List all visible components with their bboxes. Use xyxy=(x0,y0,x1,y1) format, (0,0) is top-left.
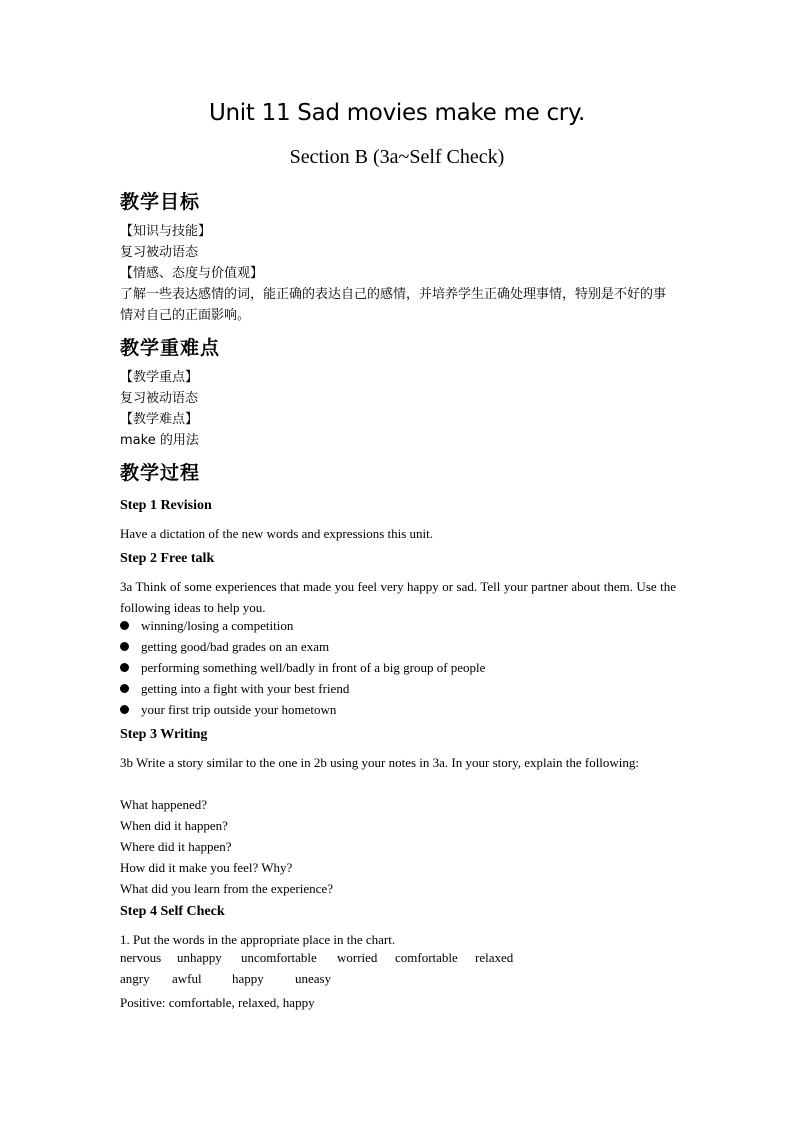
bullet-text: winning/losing a competition xyxy=(141,618,294,633)
list-item xyxy=(120,639,329,655)
emotion-label: 【情感、态度与价值观】 xyxy=(120,266,264,281)
section-subtitle: Section B (3a~Self Check) xyxy=(289,146,505,168)
question-item: When did it happen? xyxy=(120,818,228,833)
bullet-icon xyxy=(120,663,129,672)
key-points-heading: 教学重难点 xyxy=(120,337,221,359)
step3-title: Step 3 Writing xyxy=(120,727,208,742)
bullet-icon xyxy=(120,705,129,714)
focus-label: 【教学重点】 xyxy=(120,370,199,385)
word-bank-row-2 xyxy=(120,971,331,987)
step1-text: Have a dictation of the new words and expressions this unit. xyxy=(120,526,434,541)
knowledge-label: 【知识与技能】 xyxy=(120,224,212,239)
bullet-text: your first trip outside your hometown xyxy=(141,702,337,717)
bullet-icon xyxy=(120,642,129,651)
difficulty-label: 【教学难点】 xyxy=(120,412,199,427)
list-item xyxy=(120,702,336,718)
bullet-text: performing something well/badly in front of a big group of people xyxy=(141,660,486,675)
positive-line: Positive: comfortable, relaxed, happy xyxy=(120,995,315,1010)
step2-title: Step 2 Free talk xyxy=(120,551,215,566)
question-item: What happened? xyxy=(120,797,207,812)
question-item: How did it make you feel? Why? xyxy=(120,860,293,875)
word-item: worried xyxy=(337,950,378,965)
process-heading: 教学过程 xyxy=(120,462,201,484)
bullet-text: getting into a fight with your best friend xyxy=(141,681,350,696)
step4-title: Step 4 Self Check xyxy=(120,904,225,919)
step3-text: 3b Write a story similar to the one in 2b using your notes in 3a. In your story, explain the following: xyxy=(120,755,640,770)
list-item xyxy=(120,681,349,697)
word-item: angry xyxy=(120,971,150,986)
step1-title: Step 1 Revision xyxy=(120,498,212,513)
list-item xyxy=(120,660,485,676)
word-bank-row-1 xyxy=(120,950,513,966)
word-item: relaxed xyxy=(475,950,514,965)
step4-instruction: 1. Put the words in the appropriate place in the chart. xyxy=(120,932,396,947)
word-item: uneasy xyxy=(295,971,332,986)
step2-text: 3a Think of some experiences that made you feel very happy or sad. Tell your partner about them. Use the following ideas to help you. xyxy=(120,579,676,615)
word-item: awful xyxy=(172,971,202,986)
objectives-heading: 教学目标 xyxy=(120,191,201,213)
word-item: uncomfortable xyxy=(241,950,317,965)
word-item: nervous xyxy=(120,950,162,965)
question-item: What did you learn from the experience? xyxy=(120,881,333,896)
difficulty-text: make 的用法 xyxy=(120,433,199,448)
list-item xyxy=(120,618,293,634)
bullet-icon xyxy=(120,621,129,630)
word-item: happy xyxy=(232,971,264,986)
word-item: unhappy xyxy=(177,950,222,965)
question-item: Where did it happen? xyxy=(120,839,232,854)
focus-text: 复习被动语态 xyxy=(120,391,199,406)
knowledge-text: 复习被动语态 xyxy=(120,245,199,260)
unit-title: Unit 11 Sad movies make me cry. xyxy=(208,100,585,126)
bullet-icon xyxy=(120,684,129,693)
word-item: comfortable xyxy=(395,950,458,965)
bullet-text: getting good/bad grades on an exam xyxy=(141,639,330,654)
emotion-text: 了解一些表达感情的词，能正确的表达自己的感情，并培养学生正确处理事情，特别是不好的事情对自己的正面影响。 xyxy=(120,287,667,323)
